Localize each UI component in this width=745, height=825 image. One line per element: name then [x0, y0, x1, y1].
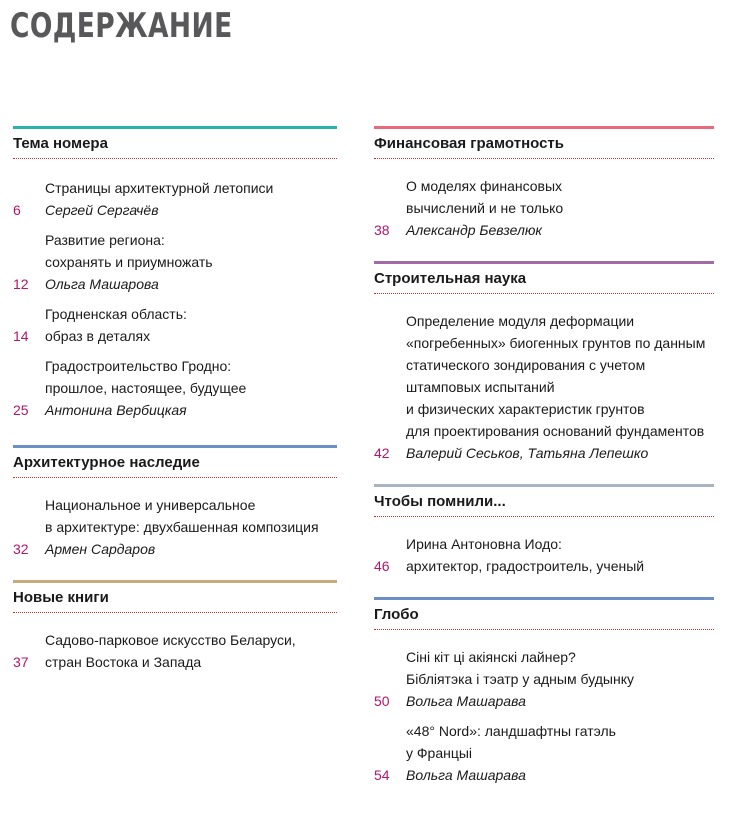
page-number: 14: [13, 328, 29, 344]
toc-entry[interactable]: [13, 355, 337, 421]
page-number: 46: [374, 558, 390, 574]
entry-title-line: для проектирования оснований фундаментов: [406, 423, 705, 439]
toc-section: [374, 261, 714, 464]
page-title: СОДЕРЖАНИЕ: [10, 6, 233, 46]
entry-author: Валерий Сеськов, Татьяна Лепешко: [406, 445, 649, 461]
toc-entry[interactable]: [374, 646, 714, 712]
page-number: 42: [374, 445, 390, 461]
toc-section: [13, 126, 337, 421]
page-number: 6: [13, 202, 21, 218]
toc-section: [374, 126, 714, 241]
entry-author: Антонина Вербицкая: [45, 402, 187, 418]
section-heading[interactable]: Чтобы помнили...: [374, 484, 714, 517]
entry-title-line: Градостроительство Гродно:: [45, 358, 232, 374]
entry-title-line: образ в деталях: [45, 328, 151, 344]
entry-title-line: Бібліятэка і тэатр у адным будынку: [406, 671, 634, 687]
page-number: 25: [13, 402, 29, 418]
page-number: 37: [13, 654, 29, 670]
entry-title-line: Страницы архитектурной летописи: [45, 180, 274, 196]
entry-title-line: стран Востока и Запада: [45, 654, 202, 670]
entry-title-line: Сіні кіт ці акіянскі лайнер?: [406, 649, 576, 665]
section-heading[interactable]: Тема номера: [13, 126, 337, 159]
page-number: 50: [374, 693, 390, 709]
toc-section: [374, 597, 714, 786]
entry-author: Вольга Машарава: [406, 767, 526, 783]
entry-author: Армен Сардаров: [45, 541, 156, 557]
toc-entry[interactable]: [13, 494, 337, 560]
entry-title-line: Национальное и универсальное: [45, 497, 256, 513]
section-heading[interactable]: Архитектурное наследие: [13, 445, 337, 478]
entry-title-line: архитектор, градостроитель, ученый: [406, 558, 645, 574]
entry-author: Сергей Сергачёв: [45, 202, 159, 218]
toc-entry[interactable]: [13, 629, 337, 673]
page-number: 38: [374, 222, 390, 238]
toc-section: [374, 484, 714, 577]
entry-title-line: прошлое, настоящее, будущее: [45, 380, 247, 396]
entry-author: Вольга Машарава: [406, 693, 526, 709]
entry-author: Ольга Машарова: [45, 276, 159, 292]
toc-entry[interactable]: [374, 175, 714, 241]
entry-title-line: О моделях финансовых: [406, 178, 563, 194]
page-number: 32: [13, 541, 29, 557]
entry-title-line: Садово-парковое искусство Беларуси,: [45, 632, 296, 648]
page-number: 54: [374, 767, 390, 783]
toc-entry[interactable]: [374, 533, 714, 577]
toc-section: [13, 580, 337, 673]
entry-title-line: Определение модуля деформации: [406, 313, 635, 329]
entry-title-line: Гродненская область:: [45, 306, 187, 322]
entry-title-line: Развитие региона:: [45, 232, 165, 248]
entry-title-line: «погребенных» биогенных грунтов по данным: [406, 335, 706, 351]
page-number: 12: [13, 276, 29, 292]
entry-title-line: в архитектуре: двухбашенная композиция: [45, 519, 319, 535]
section-heading[interactable]: Финансовая грамотность: [374, 126, 714, 159]
entry-author: Александр Бевзелюк: [406, 222, 542, 238]
section-heading[interactable]: Новые книги: [13, 580, 337, 613]
toc-section: [13, 445, 337, 560]
toc-entry[interactable]: [13, 303, 337, 347]
section-heading[interactable]: Глобо: [374, 597, 714, 630]
entry-title-line: у Францыі: [406, 745, 473, 761]
entry-title-line: штамповых испытаний: [406, 379, 555, 395]
entry-title-line: вычислений и не только: [406, 200, 564, 216]
toc-entry[interactable]: [374, 310, 714, 464]
left-column: [13, 126, 337, 673]
toc-entry[interactable]: [13, 229, 337, 295]
section-heading[interactable]: Строительная наука: [374, 261, 714, 294]
entry-title-line: Ирина Антоновна Иодо:: [406, 536, 562, 552]
toc-entry[interactable]: [13, 177, 337, 221]
right-column: [374, 126, 714, 786]
entry-title-line: «48° Nord»: ландшафтны гатэль: [406, 723, 616, 739]
entry-title-line: и физических характеристик грунтов: [406, 401, 645, 417]
entry-title-line: статического зондирования с учетом: [406, 357, 646, 373]
toc-entry[interactable]: [374, 720, 714, 786]
entry-title-line: сохранять и приумножать: [45, 254, 213, 270]
